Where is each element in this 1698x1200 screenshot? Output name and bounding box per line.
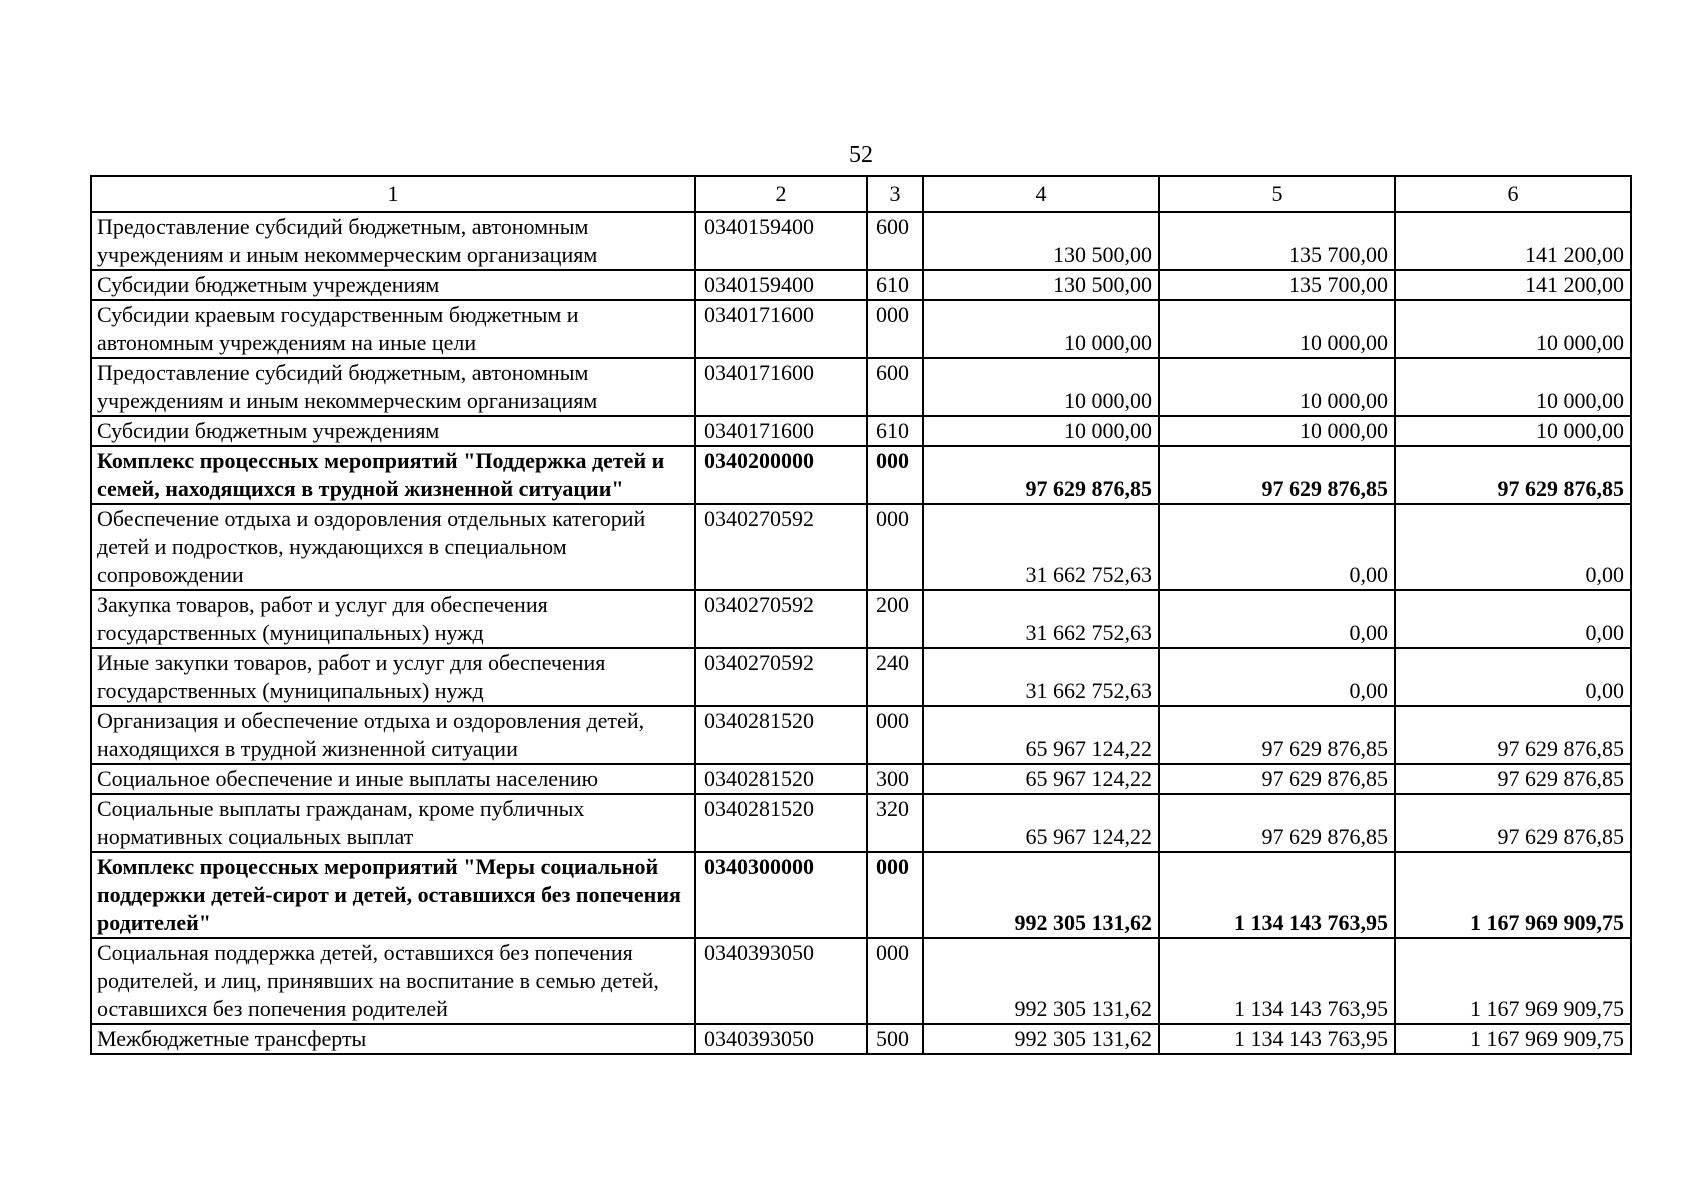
row-value-col4: 97 629 876,85 — [923, 446, 1159, 504]
row-value-col6: 97 629 876,85 — [1395, 706, 1631, 764]
row-code-cell: 0340300000 — [695, 852, 867, 938]
row-value-col5: 10 000,00 — [1159, 358, 1395, 416]
row-vr-cell: 000 — [867, 446, 923, 504]
row-vr-cell: 610 — [867, 416, 923, 446]
row-value-col6: 141 200,00 — [1395, 270, 1631, 300]
row-value-col6: 0,00 — [1395, 648, 1631, 706]
header-col-5: 5 — [1159, 176, 1395, 212]
row-vr-cell: 600 — [867, 358, 923, 416]
row-vr-cell: 240 — [867, 648, 923, 706]
row-code-cell: 0340159400 — [695, 212, 867, 270]
header-col-2: 2 — [695, 176, 867, 212]
table-row — [91, 446, 1631, 504]
row-value-col4: 65 967 124,22 — [923, 764, 1159, 794]
table-row — [91, 212, 1631, 270]
row-code-cell: 0340200000 — [695, 446, 867, 504]
row-code-cell: 0340270592 — [695, 504, 867, 590]
row-vr-cell: 320 — [867, 794, 923, 852]
row-name-cell: Субсидии бюджетным учреждениям — [91, 416, 695, 446]
row-name-cell: Комплекс процессных мероприятий "Меры социальной поддержки детей-сирот и детей, оставшихся без попечения родителей" — [91, 852, 695, 938]
row-value-col4: 10 000,00 — [923, 416, 1159, 446]
row-value-col4: 31 662 752,63 — [923, 648, 1159, 706]
row-vr-cell: 200 — [867, 590, 923, 648]
table-row — [91, 1024, 1631, 1054]
table-row — [91, 590, 1631, 648]
table-row — [91, 648, 1631, 706]
row-code-cell: 0340393050 — [695, 938, 867, 1024]
header-col-1: 1 — [91, 176, 695, 212]
row-value-col6: 0,00 — [1395, 590, 1631, 648]
row-value-col4: 10 000,00 — [923, 300, 1159, 358]
row-value-col5: 1 134 143 763,95 — [1159, 938, 1395, 1024]
row-name-cell: Организация и обеспечение отдыха и оздоровления детей, находящихся в трудной жизненной ситуации — [91, 706, 695, 764]
table-row — [91, 764, 1631, 794]
row-value-col4: 31 662 752,63 — [923, 504, 1159, 590]
row-vr-cell: 000 — [867, 938, 923, 1024]
table-row — [91, 852, 1631, 938]
row-value-col4: 992 305 131,62 — [923, 938, 1159, 1024]
row-value-col6: 0,00 — [1395, 504, 1631, 590]
row-vr-cell: 500 — [867, 1024, 923, 1054]
row-value-col5: 10 000,00 — [1159, 300, 1395, 358]
row-value-col4: 65 967 124,22 — [923, 706, 1159, 764]
row-code-cell: 0340270592 — [695, 590, 867, 648]
row-value-col4: 65 967 124,22 — [923, 794, 1159, 852]
row-value-col5: 97 629 876,85 — [1159, 706, 1395, 764]
row-code-cell: 0340281520 — [695, 706, 867, 764]
row-value-col6: 1 167 969 909,75 — [1395, 1024, 1631, 1054]
row-code-cell: 0340171600 — [695, 300, 867, 358]
row-name-cell: Предоставление субсидий бюджетным, автономным учреждениям и иным некоммерческим организациям — [91, 358, 695, 416]
row-value-col6: 10 000,00 — [1395, 300, 1631, 358]
table-row — [91, 270, 1631, 300]
row-vr-cell: 610 — [867, 270, 923, 300]
row-value-col4: 992 305 131,62 — [923, 1024, 1159, 1054]
header-col-3: 3 — [867, 176, 923, 212]
row-code-cell: 0340270592 — [695, 648, 867, 706]
row-value-col6: 10 000,00 — [1395, 416, 1631, 446]
row-value-col4: 992 305 131,62 — [923, 852, 1159, 938]
row-name-cell: Обеспечение отдыха и оздоровления отдельных категорий детей и подростков, нуждающихся в специальном сопровождении — [91, 504, 695, 590]
row-value-col5: 135 700,00 — [1159, 270, 1395, 300]
row-code-cell: 0340159400 — [695, 270, 867, 300]
table-body — [91, 212, 1631, 1054]
row-name-cell: Иные закупки товаров, работ и услуг для обеспечения государственных (муниципальных) нужд — [91, 648, 695, 706]
row-value-col5: 10 000,00 — [1159, 416, 1395, 446]
row-value-col5: 0,00 — [1159, 648, 1395, 706]
row-name-cell: Субсидии краевым государственным бюджетным и автономным учреждениям на иные цели — [91, 300, 695, 358]
row-name-cell: Субсидии бюджетным учреждениям — [91, 270, 695, 300]
table-row — [91, 416, 1631, 446]
page-number: 52 — [849, 142, 873, 168]
row-name-cell: Социальные выплаты гражданам, кроме публичных нормативных социальных выплат — [91, 794, 695, 852]
row-value-col6: 97 629 876,85 — [1395, 764, 1631, 794]
row-value-col6: 97 629 876,85 — [1395, 794, 1631, 852]
table-row — [91, 504, 1631, 590]
row-value-col5: 135 700,00 — [1159, 212, 1395, 270]
row-value-col5: 97 629 876,85 — [1159, 764, 1395, 794]
row-value-col5: 97 629 876,85 — [1159, 446, 1395, 504]
row-code-cell: 0340393050 — [695, 1024, 867, 1054]
row-code-cell: 0340281520 — [695, 764, 867, 794]
row-name-cell: Социальное обеспечение и иные выплаты населению — [91, 764, 695, 794]
table-row — [91, 938, 1631, 1024]
row-value-col5: 1 134 143 763,95 — [1159, 1024, 1395, 1054]
table-row — [91, 300, 1631, 358]
header-col-4: 4 — [923, 176, 1159, 212]
row-value-col4: 130 500,00 — [923, 212, 1159, 270]
row-value-col4: 31 662 752,63 — [923, 590, 1159, 648]
row-name-cell: Межбюджетные трансферты — [91, 1024, 695, 1054]
row-value-col6: 141 200,00 — [1395, 212, 1631, 270]
row-vr-cell: 600 — [867, 212, 923, 270]
row-vr-cell: 000 — [867, 504, 923, 590]
row-code-cell: 0340171600 — [695, 416, 867, 446]
row-value-col6: 10 000,00 — [1395, 358, 1631, 416]
row-name-cell: Социальная поддержка детей, оставшихся без попечения родителей, и лиц, принявших на воспитание в семью детей, оставшихся без попечения родителей — [91, 938, 695, 1024]
header-col-6: 6 — [1395, 176, 1631, 212]
table-row — [91, 706, 1631, 764]
row-value-col6: 1 167 969 909,75 — [1395, 852, 1631, 938]
row-vr-cell: 000 — [867, 300, 923, 358]
row-value-col5: 0,00 — [1159, 504, 1395, 590]
row-code-cell: 0340171600 — [695, 358, 867, 416]
row-vr-cell: 000 — [867, 706, 923, 764]
row-name-cell: Комплекс процессных мероприятий "Поддержка детей и семей, находящихся в трудной жизненной ситуации" — [91, 446, 695, 504]
table-row — [91, 358, 1631, 416]
row-value-col5: 0,00 — [1159, 590, 1395, 648]
table-row — [91, 794, 1631, 852]
row-value-col6: 1 167 969 909,75 — [1395, 938, 1631, 1024]
row-value-col5: 1 134 143 763,95 — [1159, 852, 1395, 938]
row-name-cell: Предоставление субсидий бюджетным, автономным учреждениям и иным некоммерческим организациям — [91, 212, 695, 270]
row-name-cell: Закупка товаров, работ и услуг для обеспечения государственных (муниципальных) нужд — [91, 590, 695, 648]
row-vr-cell: 300 — [867, 764, 923, 794]
row-code-cell: 0340281520 — [695, 794, 867, 852]
row-value-col4: 10 000,00 — [923, 358, 1159, 416]
row-vr-cell: 000 — [867, 852, 923, 938]
row-value-col6: 97 629 876,85 — [1395, 446, 1631, 504]
table-header-row — [91, 176, 1631, 212]
row-value-col5: 97 629 876,85 — [1159, 794, 1395, 852]
row-value-col4: 130 500,00 — [923, 270, 1159, 300]
budget-table — [90, 175, 1632, 1055]
